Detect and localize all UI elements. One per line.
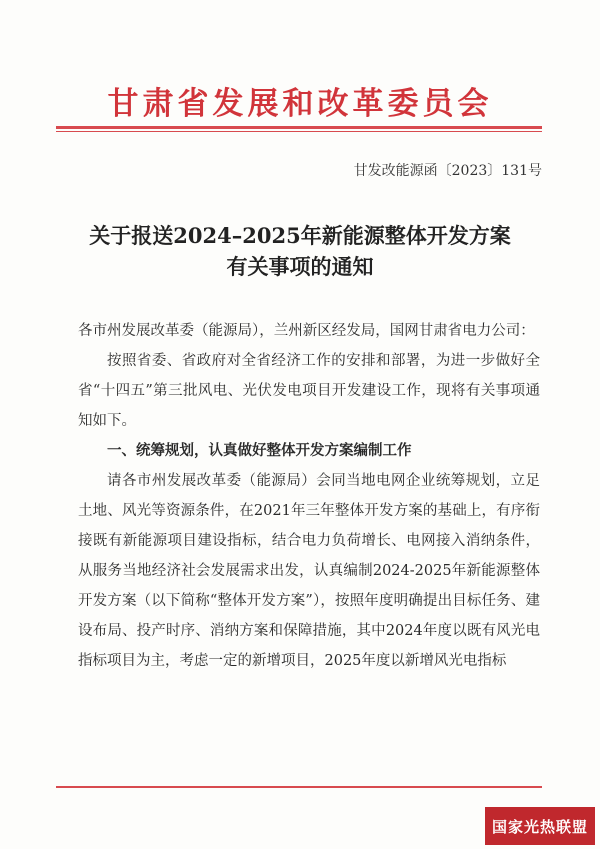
source-watermark: 国家光热联盟: [485, 807, 595, 845]
title-line-1: 关于报送2024–2025年新能源整体开发方案: [89, 223, 511, 248]
letterhead-divider-thin: [56, 131, 542, 132]
letterhead-divider: [56, 126, 542, 129]
section-1-heading: 一、统筹规划，认真做好整体开发方案编制工作: [107, 442, 412, 459]
intro-paragraph: 按照省委、省政府对全省经济工作的安排和部署，为进一步做好全省“十四五”第三批风电、光伏发电项目开发建设工作，现将有关事项通知如下。: [78, 353, 540, 429]
document-number: 甘发改能源函〔2023〕131号: [353, 163, 542, 179]
footer-divider: [56, 786, 542, 788]
document-title: [40, 220, 560, 282]
title-line-2: 有关事项的通知: [226, 254, 374, 279]
recipients-paragraph: 各市州发展改革委（能源局），兰州新区经发局，国网甘肃省电力公司：: [78, 323, 535, 339]
agency-letterhead: 甘肃省发展和改革委员会: [107, 86, 493, 122]
document-body: [78, 316, 540, 676]
section-1-paragraph: 请各市州发展改革委（能源局）会同当地电网企业统筹规划，立足土地、风光等资源条件，在2021年三年整体开发方案的基础上，有序衔接既有新能源项目建设指标，结合电力负荷增长、电网接入消纳条件，从服务当地经济社会发展需求出发，认真编制2024-2025年新能源整体开发方案（以下简称“整体开发方案”），按照年度明确提出目标任务、建设布局、投产时序、消纳方案和保障措施，其中2024年度以既有风光电指标项目为主，考虑一定的新增项目，2025年度以新增风光电指标: [78, 473, 540, 669]
